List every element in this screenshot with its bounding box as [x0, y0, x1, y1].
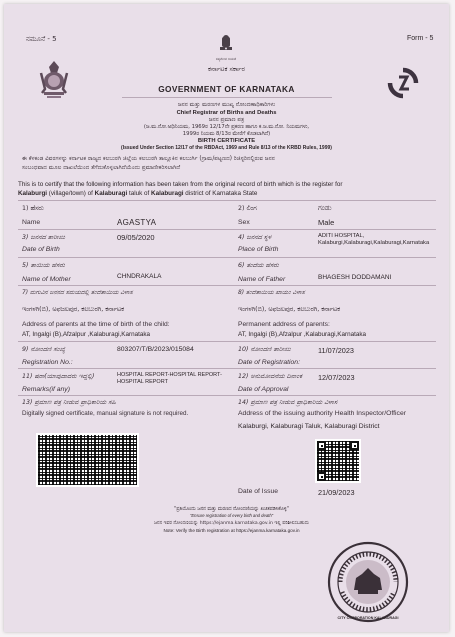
- govt-title-kannada: ಕರ್ನಾಟಕ ಸರ್ಕಾರ: [208, 65, 245, 73]
- ejanma-logo-icon: [387, 67, 419, 99]
- reg-date-label: Date of Registration:: [238, 359, 300, 366]
- dob-label-kannada: 3) ಜನನದ ತಾರೀಖು: [22, 234, 66, 241]
- name-value: AGASTYA: [117, 218, 157, 227]
- birth-certificate: [4, 4, 449, 632]
- national-emblem-icon: [218, 34, 234, 56]
- issue-date-label: Date of Issue: [238, 488, 279, 495]
- authority-value: Kalaburgi, Kalaburagi Taluk, Kalaburagi District: [238, 423, 380, 430]
- pob-label: Place of Birth: [238, 246, 279, 253]
- name-label: Name: [22, 219, 41, 226]
- registrar-kannada: ಜನನ ಮತ್ತು ಮರಣಗಳ ಮುಖ್ಯ ನೋಂದಣಾಧಿಕಾರಿಗಳು: [177, 102, 276, 108]
- address-permanent-label-kannada: 8) ತಂದೆತಾಯಿಯ ಖಾಯಂ ವಿಳಾಸ: [238, 290, 305, 296]
- city-corporation-seal-icon: [326, 540, 410, 624]
- emblem-caption: ಸತ್ಯಮೇವ ಜಯತೆ: [215, 57, 237, 61]
- signature-note: Digitally signed certificate, manual signature is not required.: [22, 410, 189, 417]
- address-birth-label: Address of parents at the time of birth of the child:: [22, 321, 170, 328]
- pob-value: ADITI HOSPITAL, Kalaburgi,Kalaburagi,Kalaburagi,Karnataka: [318, 233, 430, 246]
- certificate-barcode: [36, 433, 139, 487]
- approval-date-value: 12/07/2023: [318, 373, 355, 382]
- address-birth-value-kannada: ಇಂಗಳಗಿ(ಬಿ), ಅಫಜಲಪುರ, ಕಲಬುರಗಿ, ಕರ್ನಾಟಕ: [22, 306, 124, 313]
- signature-label-kannada: 13) ಪ್ರಮಾಣ ಪತ್ರ ನೀಡುವ ಪ್ರಾಧಿಕಾರಿಯ ಸಹಿ: [22, 399, 116, 406]
- govt-title-english: GOVERNMENT OF KARNATAKA: [158, 84, 295, 94]
- registrar-english: Chief Registrar of Births and Deaths: [176, 110, 277, 116]
- authority-label: Address of the issuing authority Health Inspector/Officer: [238, 410, 406, 417]
- remarks-label-kannada: 11) ಷರಾ(ಯಾವುದಾದರು ಇದ್ದಲ್ಲಿ): [22, 373, 95, 380]
- dob-label: Date of Birth: [22, 246, 60, 253]
- sex-label: Sex: [238, 219, 250, 226]
- karnataka-emblem-icon: [37, 59, 71, 99]
- mother-value: CHNDRAKALA: [117, 273, 162, 280]
- address-permanent-label: Permanent address of parents:: [238, 321, 330, 328]
- father-value: BHAGESH DODDAMANI: [318, 274, 392, 281]
- address-permanent-value-kannada: ಇಂಗಳಗಿ(ಬಿ), ಅಫಜಲಪುರ, ಕಲಬುರಗಿ, ಕರ್ನಾಟಕ: [238, 306, 340, 313]
- act-kannada-line2: 1999ರ ನಿಯಮ 8/13ರ ಮೇರೆಗೆ ಕೊಡಲಾಗಿದೆ): [182, 131, 271, 137]
- reg-no-label-kannada: 9) ನೋಂದಣಿ ಸಂಖ್ಯೆ: [22, 346, 66, 353]
- mother-label: Name of Mother: [22, 276, 71, 283]
- reg-date-label-kannada: 10) ನೋಂದಣಿ ತಾರೀಖು: [238, 346, 291, 353]
- father-label-kannada: 6) ತಂದೆಯ ಹೆಸರು: [238, 262, 279, 269]
- form-number-right: Form - 5: [407, 35, 434, 42]
- footer-verify-kannada: ಜನನ ಇವರ ನೋಂದಣಿಯನ್ನು https://ejanma.karnataka.gov.in ಇಲ್ಲಿ ಪರಿಶೀಲಿಸಬಹುದು: [153, 521, 310, 526]
- reg-no-label: Registration No.:: [22, 359, 73, 366]
- issue-date-value: 21/09/2023: [318, 488, 355, 497]
- dob-value: 09/05/2020: [117, 233, 155, 242]
- intro-kannada-line2: ಸಂಬಂಧವಾದ ಮೂಲ ದಾಖಲೆಯಿಂದ ತೆಗೆದುಕೊಳ್ಳಲಾಗಿದೆಯೆಂದು ಪ್ರಮಾಣೀಕರಿಸಲಾಗಿದೆ: [22, 165, 181, 171]
- remarks-label: Remarks(if any): [22, 386, 70, 393]
- address-permanent-value: AT, Ingalgi (B),Afzalpur ,Kalaburagi,Karnataka: [238, 331, 366, 338]
- verification-qr-code: [315, 439, 361, 483]
- reg-date-value: 11/07/2023: [318, 346, 354, 355]
- name-label-kannada: 1) ಹೆಸರು: [22, 205, 44, 212]
- sex-value: Male: [318, 218, 335, 227]
- act-kannada-line1: (ಜ.ಮ.ನೋ.ಅಧಿನಿಯಮ, 1969ರ 12/17ನೇ ಪ್ರಕರಣ ಹಾಗೂ ಕ.ಜ.ಮ.ನೋ. ನಿಯಮಗಳು,: [143, 124, 310, 130]
- address-birth-label-kannada: 7) ಮಗುವಿನ ಜನನದ ಸಮಯದಲ್ಲಿ ತಂದೆತಾಯಿಯ ವಿಳಾಸ: [22, 290, 133, 296]
- approval-date-label: Date of Approval: [238, 386, 289, 393]
- certificate-title-kannada: ಜನನ ಪ್ರಮಾಣ ಪತ್ರ: [208, 117, 245, 123]
- intro-english-line1: This is to certify that the following information has been taken from the original record of birth which is the register for: [18, 181, 343, 188]
- intro-english-line2: Kalaburgi (village/town) of Kalaburagi taluk of Kalaburagi district of Karnataka State: [18, 190, 258, 197]
- approval-date-label-kannada: 12) ಅನುಮೋದನೆಯ ದಿನಾಂಕ: [238, 373, 303, 380]
- act-english: (Issued Under Section 12/17 of the RBDAct, 1969 and Rule 8/13 of the KRBD Rules, 1999): [121, 145, 332, 151]
- footer-verify-english: Note: Verify the Birth registration at https://ejanma.karnataka.gov.in: [163, 528, 300, 533]
- sex-value-kannada: ಗಂಡು: [318, 204, 332, 212]
- seal-caption: CITY CORPORATION KALABURAGI: [337, 616, 399, 620]
- sex-label-kannada: 2) ಲಿಂಗ: [238, 205, 257, 212]
- certificate-title-english: BIRTH CERTIFICATE: [197, 138, 256, 144]
- authority-label-kannada: 14) ಪ್ರಮಾಣ ಪತ್ರ ನೀಡುವ ಪ್ರಾಧಿಕಾರಿಯ ವಿಳಾಸ: [238, 399, 338, 406]
- remarks-value: HOSPITAL REPORT-HOSPITAL REPORT-HOSPITAL REPORT: [117, 372, 222, 385]
- footer-english-slogan: "Ensure registration of every birth and death": [189, 513, 274, 518]
- pob-label-kannada: 4) ಜನನದ ಸ್ಥಳ: [238, 234, 272, 241]
- address-birth-value: AT, Ingalgi (B),Afzalpur ,Kalaburagi,Karnataka: [22, 331, 150, 338]
- reg-no-value: 803207/T/B/2023/015084: [117, 346, 194, 353]
- form-number-left: ನಮೂನೆ - 5: [26, 35, 57, 43]
- intro-kannada-line1: ಈ ಕೆಳಕಂಡ ವಿವರಗಳನ್ನು ಕರ್ನಾಟಕ ರಾಜ್ಯದ ಕಲಬುರಗಿ ಜಿಲ್ಲೆಯ ಕಲಬುರಗಿ ತಾಲ್ಲೂಕಿನ ಕಲಬುರ್ಗಿ (ಗ್ರಾಮ/ಪಟ್ಟಣದ) ರಿಜಿಸ್ಟರಿನಲ್ಲಿರುವ ಜನನ: [22, 156, 275, 162]
- mother-label-kannada: 5) ತಾಯಿಯ ಹೆಸರು: [22, 262, 65, 269]
- father-label: Name of Father: [238, 276, 286, 283]
- footer-kannada-slogan: "ಪ್ರತಿಯೊಂದು ಜನನ ಮತ್ತು ಮರಣದ ನೋಂದಣಿಯನ್ನು ಖಚಿತಪಡಿಸಿಕೊಳ್ಳಿ": [174, 507, 289, 512]
